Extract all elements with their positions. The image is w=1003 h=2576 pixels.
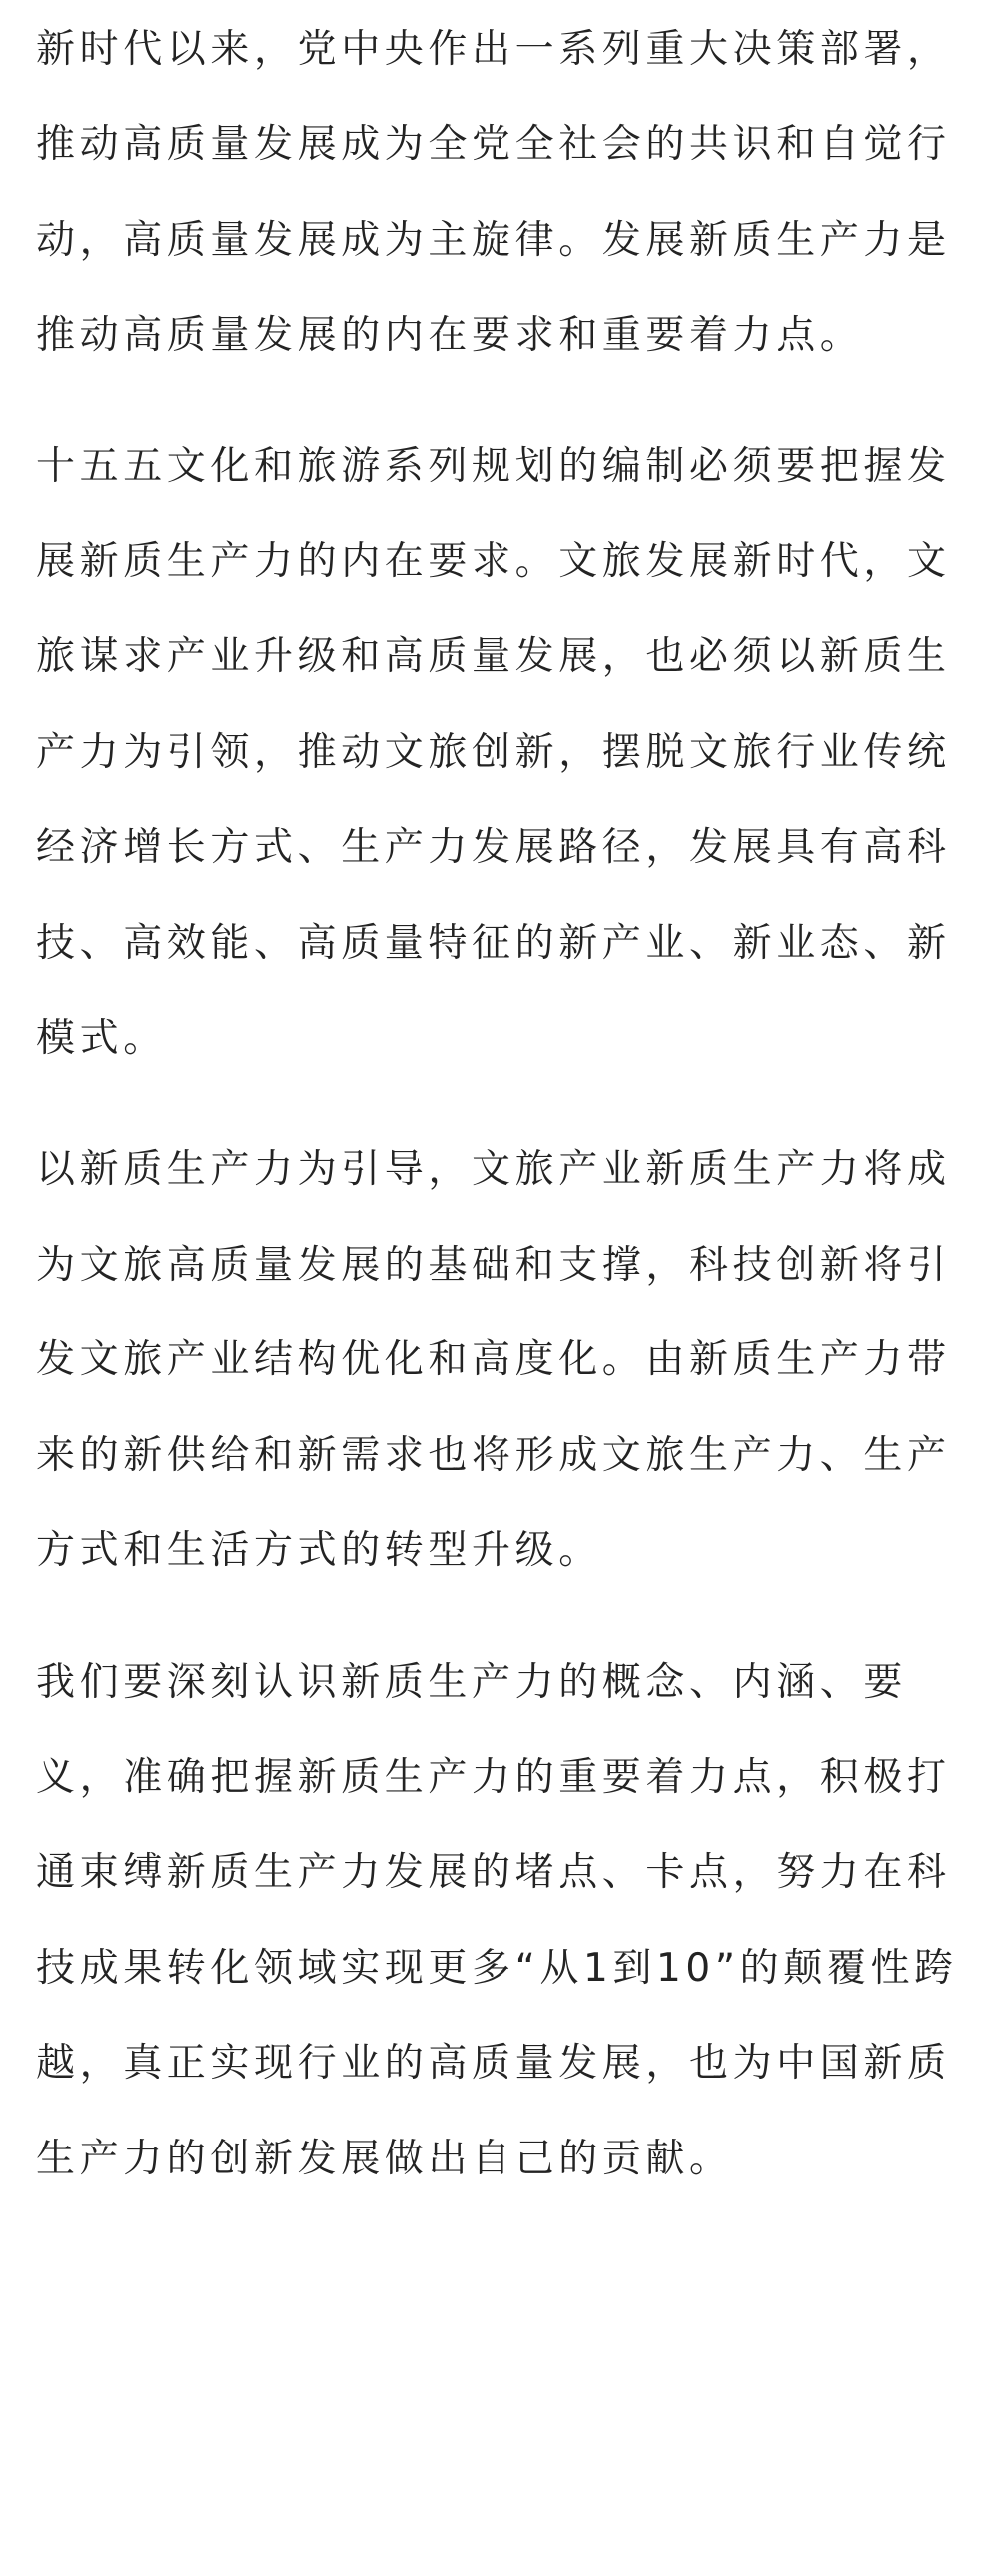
paragraph-3: 以新质生产力为引导，文旅产业新质生产力将成为文旅高质量发展的基础和支撑，科技创新将引发文旅产业结构优化和高度化。由新质生产力带来的新供给和新需求也将形成文旅生产力、生产方式和生活方式的转型升级。 bbox=[36, 1147, 951, 1574]
paragraph-2: 十五五文化和旅游系列规划的编制必须要把握发展新质生产力的内在要求。文旅发展新时代，文旅谋求产业升级和高质量发展，也必须以新质生产力为引领，推动文旅创新，摆脱文旅行业传统经济增长方式、生产力发展路径，发展具有高科技、高效能、高质量特征的新产业、新业态、新模式。 bbox=[36, 443, 951, 1062]
paragraph-4: 我们要深刻认识新质生产力的概念、内涵、要义，准确把握新质生产力的重要着力点，积极打通束缚新质生产力发展的堵点、卡点，努力在科技成果转化领域实现更多“从1到10”的颠覆性跨越，真正实现行业的高质量发展，也为中国新质生产力的创新发展做出自己的贡献。 bbox=[36, 1659, 958, 2181]
paragraph-1: 新时代以来，党中央作出一系列重大决策部署，推动高质量发展成为全党全社会的共识和自觉行动，高质量发展成为主旋律。发展新质生产力是推动高质量发展的内在要求和重要着力点。 bbox=[36, 27, 951, 359]
article-body bbox=[36, 2, 983, 2206]
